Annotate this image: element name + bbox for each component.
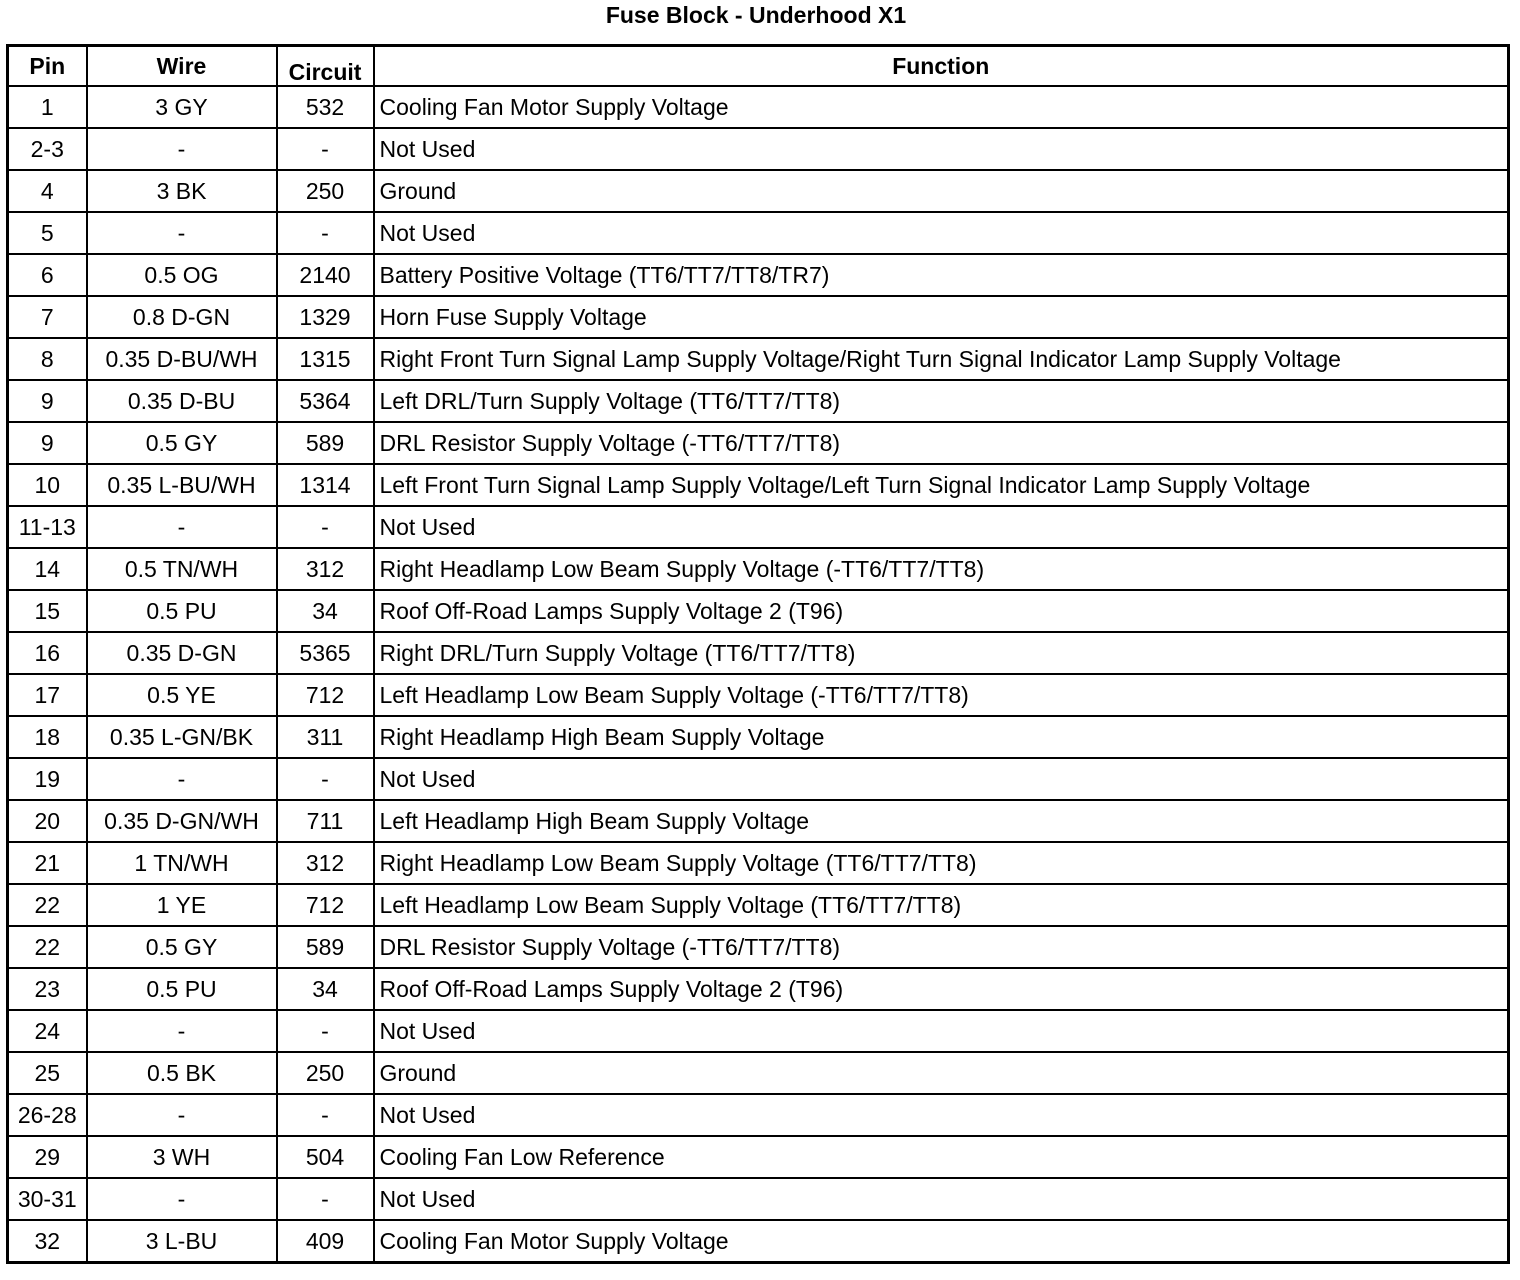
wire-cell: 0.5 GY bbox=[87, 422, 277, 464]
wire-cell: 0.35 D-GN bbox=[87, 632, 277, 674]
pin-cell: 22 bbox=[8, 884, 87, 926]
circuit-cell: 312 bbox=[277, 842, 374, 884]
wire-cell: 3 BK bbox=[87, 170, 277, 212]
function-cell: Battery Positive Voltage (TT6/TT7/TT8/TR7) bbox=[374, 254, 1509, 296]
table-row bbox=[8, 380, 1509, 422]
pin-cell: 24 bbox=[8, 1010, 87, 1052]
pin-cell: 14 bbox=[8, 548, 87, 590]
pin-cell: 22 bbox=[8, 926, 87, 968]
circuit-cell: - bbox=[277, 1178, 374, 1220]
circuit-cell: - bbox=[277, 758, 374, 800]
wire-cell: - bbox=[87, 128, 277, 170]
pin-cell: 7 bbox=[8, 296, 87, 338]
wire-cell: 1 TN/WH bbox=[87, 842, 277, 884]
wire-cell: - bbox=[87, 758, 277, 800]
function-cell: Right Headlamp Low Beam Supply Voltage (-TT6/TT7/TT8) bbox=[374, 548, 1509, 590]
table-row bbox=[8, 926, 1509, 968]
table-row bbox=[8, 548, 1509, 590]
wire-cell: - bbox=[87, 1094, 277, 1136]
circuit-cell: 504 bbox=[277, 1136, 374, 1178]
table-row bbox=[8, 464, 1509, 506]
pin-cell: 25 bbox=[8, 1052, 87, 1094]
wire-cell: 0.5 PU bbox=[87, 968, 277, 1010]
page-title: Fuse Block - Underhood X1 bbox=[605, 2, 907, 28]
circuit-cell: 2140 bbox=[277, 254, 374, 296]
function-cell: Cooling Fan Low Reference bbox=[374, 1136, 1509, 1178]
table-row bbox=[8, 296, 1509, 338]
pin-cell: 9 bbox=[8, 422, 87, 464]
circuit-cell: 5364 bbox=[277, 380, 374, 422]
pin-cell: 8 bbox=[8, 338, 87, 380]
circuit-cell: 532 bbox=[277, 86, 374, 128]
pin-cell: 6 bbox=[8, 254, 87, 296]
table-row bbox=[8, 128, 1509, 170]
function-cell: Left Headlamp High Beam Supply Voltage bbox=[374, 800, 1509, 842]
pin-cell: 1 bbox=[8, 86, 87, 128]
function-cell: Not Used bbox=[374, 1094, 1509, 1136]
table-row bbox=[8, 212, 1509, 254]
function-cell: Left Front Turn Signal Lamp Supply Voltage/Left Turn Signal Indicator Lamp Supply Voltage bbox=[374, 464, 1509, 506]
pin-cell: 30-31 bbox=[8, 1178, 87, 1220]
function-cell: Left Headlamp Low Beam Supply Voltage (-TT6/TT7/TT8) bbox=[374, 674, 1509, 716]
wire-cell: 0.5 GY bbox=[87, 926, 277, 968]
wire-header: Wire bbox=[87, 46, 277, 87]
function-cell: DRL Resistor Supply Voltage (-TT6/TT7/TT8) bbox=[374, 926, 1509, 968]
table-row bbox=[8, 254, 1509, 296]
function-cell: Not Used bbox=[374, 758, 1509, 800]
header-row bbox=[8, 46, 1509, 87]
pin-cell: 9 bbox=[8, 380, 87, 422]
circuit-cell: - bbox=[277, 128, 374, 170]
circuit-cell: 589 bbox=[277, 422, 374, 464]
function-cell: Right Headlamp High Beam Supply Voltage bbox=[374, 716, 1509, 758]
wire-cell: 0.35 L-GN/BK bbox=[87, 716, 277, 758]
table-row bbox=[8, 968, 1509, 1010]
wire-cell: 0.5 PU bbox=[87, 590, 277, 632]
circuit-cell: 712 bbox=[277, 884, 374, 926]
circuit-cell: - bbox=[277, 506, 374, 548]
wire-cell: 0.5 TN/WH bbox=[87, 548, 277, 590]
pin-cell: 21 bbox=[8, 842, 87, 884]
table-row bbox=[8, 506, 1509, 548]
pin-cell: 16 bbox=[8, 632, 87, 674]
circuit-cell: 589 bbox=[277, 926, 374, 968]
wire-cell: 3 WH bbox=[87, 1136, 277, 1178]
function-cell: Right Headlamp Low Beam Supply Voltage (TT6/TT7/TT8) bbox=[374, 842, 1509, 884]
table-row bbox=[8, 716, 1509, 758]
wire-cell: 0.5 YE bbox=[87, 674, 277, 716]
function-cell: Cooling Fan Motor Supply Voltage bbox=[374, 86, 1509, 128]
function-cell: Not Used bbox=[374, 1178, 1509, 1220]
pin-header: Pin bbox=[8, 46, 87, 87]
table-row bbox=[8, 1010, 1509, 1052]
table-row bbox=[8, 842, 1509, 884]
circuit-cell: 34 bbox=[277, 590, 374, 632]
wire-cell: 0.35 L-BU/WH bbox=[87, 464, 277, 506]
wire-cell: - bbox=[87, 1178, 277, 1220]
table-row bbox=[8, 1094, 1509, 1136]
function-cell: Right Front Turn Signal Lamp Supply Voltage/Right Turn Signal Indicator Lamp Supply Voltage bbox=[374, 338, 1509, 380]
function-cell: Cooling Fan Motor Supply Voltage bbox=[374, 1220, 1509, 1263]
table-row bbox=[8, 800, 1509, 842]
function-header: Function bbox=[374, 46, 1509, 87]
pin-cell: 15 bbox=[8, 590, 87, 632]
function-cell: Ground bbox=[374, 1052, 1509, 1094]
circuit-cell: 1315 bbox=[277, 338, 374, 380]
wire-cell: 1 YE bbox=[87, 884, 277, 926]
circuit-cell: 250 bbox=[277, 170, 374, 212]
wire-cell: 0.8 D-GN bbox=[87, 296, 277, 338]
function-cell: Roof Off-Road Lamps Supply Voltage 2 (T96) bbox=[374, 968, 1509, 1010]
wire-cell: - bbox=[87, 506, 277, 548]
circuit-header bbox=[277, 46, 374, 87]
wire-cell: - bbox=[87, 212, 277, 254]
circuit-cell: 311 bbox=[277, 716, 374, 758]
pin-cell: 20 bbox=[8, 800, 87, 842]
table-row bbox=[8, 758, 1509, 800]
table-row bbox=[8, 1178, 1509, 1220]
pin-cell: 18 bbox=[8, 716, 87, 758]
pin-cell: 2-3 bbox=[8, 128, 87, 170]
pin-cell: 29 bbox=[8, 1136, 87, 1178]
circuit-cell: - bbox=[277, 1010, 374, 1052]
table-row bbox=[8, 422, 1509, 464]
circuit-cell: 1314 bbox=[277, 464, 374, 506]
function-cell: Ground bbox=[374, 170, 1509, 212]
function-cell: Not Used bbox=[374, 128, 1509, 170]
circuit-cell: 250 bbox=[277, 1052, 374, 1094]
table-row bbox=[8, 86, 1509, 128]
wire-cell: - bbox=[87, 1010, 277, 1052]
table-row bbox=[8, 590, 1509, 632]
circuit-cell: 711 bbox=[277, 800, 374, 842]
pin-cell: 32 bbox=[8, 1220, 87, 1263]
pin-cell: 11-13 bbox=[8, 506, 87, 548]
function-cell: Right DRL/Turn Supply Voltage (TT6/TT7/TT8) bbox=[374, 632, 1509, 674]
pin-cell: 5 bbox=[8, 212, 87, 254]
circuit-cell: - bbox=[277, 212, 374, 254]
table-row bbox=[8, 1052, 1509, 1094]
circuit-cell: 409 bbox=[277, 1220, 374, 1263]
wire-cell: 0.5 BK bbox=[87, 1052, 277, 1094]
function-cell: Left DRL/Turn Supply Voltage (TT6/TT7/TT8) bbox=[374, 380, 1509, 422]
pin-cell: 19 bbox=[8, 758, 87, 800]
table-row bbox=[8, 1220, 1509, 1263]
table-row bbox=[8, 674, 1509, 716]
function-cell: Roof Off-Road Lamps Supply Voltage 2 (T96) bbox=[374, 590, 1509, 632]
pin-cell: 17 bbox=[8, 674, 87, 716]
circuit-cell: 312 bbox=[277, 548, 374, 590]
wire-cell: 0.5 OG bbox=[87, 254, 277, 296]
circuit-header-label: Circuit bbox=[288, 58, 362, 85]
wire-cell: 0.35 D-BU bbox=[87, 380, 277, 422]
wire-cell: 3 L-BU bbox=[87, 1220, 277, 1263]
wire-cell: 0.35 D-GN/WH bbox=[87, 800, 277, 842]
table-row bbox=[8, 338, 1509, 380]
circuit-cell: - bbox=[277, 1094, 374, 1136]
function-cell: Not Used bbox=[374, 1010, 1509, 1052]
table-row bbox=[8, 170, 1509, 212]
function-cell: Not Used bbox=[374, 212, 1509, 254]
table-body bbox=[8, 86, 1509, 1263]
wire-cell: 0.35 D-BU/WH bbox=[87, 338, 277, 380]
circuit-cell: 712 bbox=[277, 674, 374, 716]
pin-cell: 10 bbox=[8, 464, 87, 506]
table-row bbox=[8, 1136, 1509, 1178]
function-cell: Not Used bbox=[374, 506, 1509, 548]
circuit-cell: 34 bbox=[277, 968, 374, 1010]
function-cell: Horn Fuse Supply Voltage bbox=[374, 296, 1509, 338]
circuit-cell: 1329 bbox=[277, 296, 374, 338]
pin-cell: 23 bbox=[8, 968, 87, 1010]
function-cell: Left Headlamp Low Beam Supply Voltage (TT6/TT7/TT8) bbox=[374, 884, 1509, 926]
circuit-cell: 5365 bbox=[277, 632, 374, 674]
wire-cell: 3 GY bbox=[87, 86, 277, 128]
table-row bbox=[8, 884, 1509, 926]
pin-cell: 26-28 bbox=[8, 1094, 87, 1136]
pin-cell: 4 bbox=[8, 170, 87, 212]
table-row bbox=[8, 632, 1509, 674]
function-cell: DRL Resistor Supply Voltage (-TT6/TT7/TT8) bbox=[374, 422, 1509, 464]
connector-pinout-table bbox=[6, 44, 1510, 1264]
